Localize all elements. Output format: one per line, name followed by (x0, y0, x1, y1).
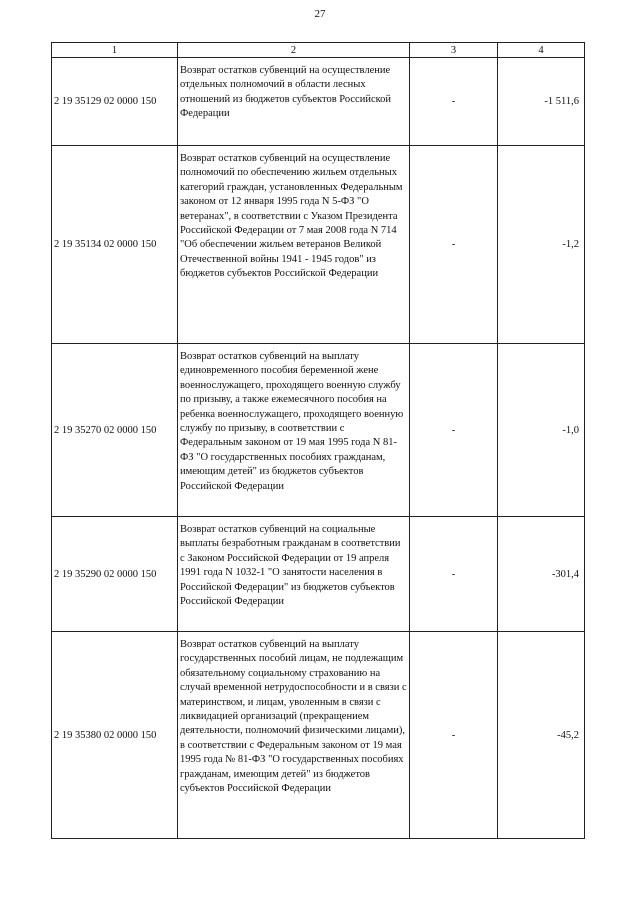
description-cell (178, 517, 410, 632)
description-text: Возврат остатков субвенций на выплату государственных пособий лицам, не подлежащим обязательному социальному страхованию на случай временной нетрудоспособности и в связи с материнством, и лицам, уволенным в связи с ликвидацией организаций (прекращением деятельности, полномочий физическими лицами), в соответствии с Федеральным законом от 19 мая 1995 года № 81-ФЗ "О государственных пособиях гражданам, имеющим детей" из бюджетов субъектов Российской Федерации (180, 639, 407, 795)
column-header-3: 3 (410, 43, 498, 58)
description-text: Возврат остатков субвенций на осуществление полномочий по обеспечению жильем отдельных категорий граждан, установленных Федеральным законом от 12 января 1995 года N 5-ФЗ "О ветеранах", в соответствии с Указом Президента Российской Федерации от 7 мая 2008 года N 714 "Об обеспечении жильем ветеранов Великой Отечественной войны 1941 - 1945 годов" из бюджетов субъектов Российской Федерации (180, 153, 403, 280)
column-3-value: - (410, 58, 498, 146)
column-3-value: - (410, 517, 498, 632)
column-3-value: - (410, 632, 498, 839)
description-cell (178, 146, 410, 344)
table-header-row (52, 43, 585, 58)
description-text: Возврат остатков субвенций на выплату единовременного пособия беременной жене военнослужащего, проходящего военную службу по призыву, а также ежемесячного пособия на ребенка военнослужащего, проходящего военную службу по призыву, в соответствии с Федеральным законом от 19 мая 1995 года N 81-ФЗ "О государственных пособиях гражданам, имеющим детей" из бюджетов субъектов Российской Федерации (180, 351, 404, 492)
amount-value: -301,4 (498, 517, 585, 632)
amount-value: -1 511,6 (498, 58, 585, 146)
budget-table (51, 42, 585, 839)
table-row (52, 632, 585, 839)
budget-code: 2 19 35290 02 0000 150 (52, 517, 178, 632)
budget-code: 2 19 35129 02 0000 150 (52, 58, 178, 146)
column-3-value: - (410, 146, 498, 344)
page-number: 27 (314, 8, 326, 20)
budget-code: 2 19 35134 02 0000 150 (52, 146, 178, 344)
description-cell (178, 58, 410, 146)
table-row (52, 146, 585, 344)
description-cell (178, 632, 410, 839)
table-row (52, 344, 585, 517)
table-row (52, 58, 585, 146)
column-header-2: 2 (178, 43, 410, 58)
column-header-4: 4 (498, 43, 585, 58)
amount-value: -1,0 (498, 344, 585, 517)
amount-value: -1,2 (498, 146, 585, 344)
budget-code: 2 19 35380 02 0000 150 (52, 632, 178, 839)
table-row (52, 517, 585, 632)
amount-value: -45,2 (498, 632, 585, 839)
description-text: Возврат остатков субвенций на осуществление отдельных полномочий в области лесных отношений из бюджетов субъектов Российской Федерации (180, 65, 392, 120)
column-3-value: - (410, 344, 498, 517)
column-header-1: 1 (52, 43, 178, 58)
budget-code: 2 19 35270 02 0000 150 (52, 344, 178, 517)
description-cell (178, 344, 410, 517)
description-text: Возврат остатков субвенций на социальные выплаты безработным гражданам в соответствии с Законом Российской Федерации от 19 апреля 1991 года N 1032-1 "О занятости населения в Российской Федерации" из бюджетов субъектов Российской Федерации (180, 524, 401, 608)
